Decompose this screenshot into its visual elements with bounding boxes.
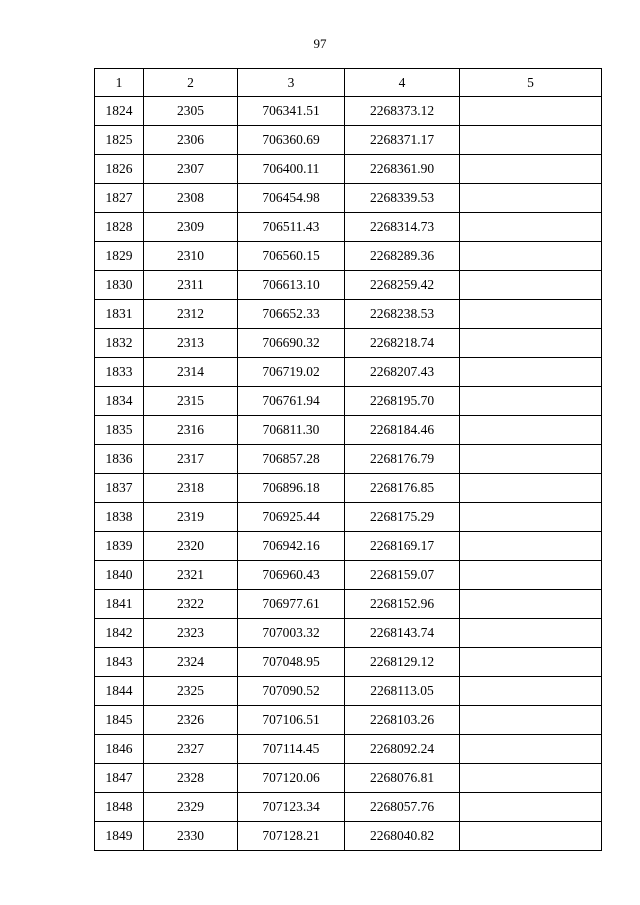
table-cell-col3: 707106.51	[238, 706, 345, 735]
table-row	[95, 474, 602, 503]
table-cell-col4: 2268218.74	[345, 329, 460, 358]
table-cell-col3: 707048.95	[238, 648, 345, 677]
table-cell-col2: 2308	[144, 184, 238, 213]
table-cell-col1: 1840	[95, 561, 144, 590]
table-cell-col2: 2322	[144, 590, 238, 619]
table-cell-col1: 1834	[95, 387, 144, 416]
table-cell-col3: 706613.10	[238, 271, 345, 300]
table-cell-col5	[460, 97, 602, 126]
table-cell-col3: 706360.69	[238, 126, 345, 155]
column-header-3: 3	[238, 69, 345, 97]
table-cell-col4: 2268371.17	[345, 126, 460, 155]
table-cell-col5	[460, 793, 602, 822]
table-cell-col4: 2268129.12	[345, 648, 460, 677]
table-cell-col3: 706811.30	[238, 416, 345, 445]
table-cell-col3: 706652.33	[238, 300, 345, 329]
table-cell-col4: 2268092.24	[345, 735, 460, 764]
table-cell-col1: 1845	[95, 706, 144, 735]
table-cell-col2: 2318	[144, 474, 238, 503]
table-cell-col4: 2268238.53	[345, 300, 460, 329]
column-header-5: 5	[460, 69, 602, 97]
table-cell-col5	[460, 416, 602, 445]
table-cell-col4: 2268175.29	[345, 503, 460, 532]
table-cell-col1: 1842	[95, 619, 144, 648]
table-cell-col3: 707003.32	[238, 619, 345, 648]
table-row	[95, 387, 602, 416]
table-cell-col3: 706925.44	[238, 503, 345, 532]
table-cell-col3: 707114.45	[238, 735, 345, 764]
table-cell-col3: 706960.43	[238, 561, 345, 590]
column-header-1: 1	[95, 69, 144, 97]
table-cell-col5	[460, 445, 602, 474]
table-cell-col5	[460, 184, 602, 213]
table-row	[95, 358, 602, 387]
table-cell-col4: 2268184.46	[345, 416, 460, 445]
table-cell-col1: 1830	[95, 271, 144, 300]
table-cell-col3: 706896.18	[238, 474, 345, 503]
table-cell-col3: 706560.15	[238, 242, 345, 271]
table-cell-col1: 1831	[95, 300, 144, 329]
table-row	[95, 822, 602, 851]
table-cell-col4: 2268195.70	[345, 387, 460, 416]
table-cell-col5	[460, 155, 602, 184]
table-cell-col4: 2268176.85	[345, 474, 460, 503]
table-cell-col1: 1828	[95, 213, 144, 242]
table-cell-col1: 1832	[95, 329, 144, 358]
table-cell-col2: 2309	[144, 213, 238, 242]
table-cell-col4: 2268040.82	[345, 822, 460, 851]
table-cell-col1: 1841	[95, 590, 144, 619]
table-cell-col3: 706977.61	[238, 590, 345, 619]
table-cell-col4: 2268339.53	[345, 184, 460, 213]
table-cell-col2: 2305	[144, 97, 238, 126]
table-cell-col2: 2313	[144, 329, 238, 358]
table-cell-col5	[460, 648, 602, 677]
page-number: 97	[313, 36, 327, 51]
table-cell-col2: 2317	[144, 445, 238, 474]
table-cell-col4: 2268259.42	[345, 271, 460, 300]
table-cell-col1: 1843	[95, 648, 144, 677]
table-cell-col3: 706942.16	[238, 532, 345, 561]
table-cell-col2: 2325	[144, 677, 238, 706]
table-cell-col5	[460, 561, 602, 590]
table-cell-col3: 706511.43	[238, 213, 345, 242]
table-cell-col1: 1826	[95, 155, 144, 184]
table-row	[95, 532, 602, 561]
table-row	[95, 416, 602, 445]
table-cell-col1: 1838	[95, 503, 144, 532]
table-cell-col4: 2268143.74	[345, 619, 460, 648]
table-row	[95, 503, 602, 532]
table-row	[95, 184, 602, 213]
table-cell-col1: 1837	[95, 474, 144, 503]
table-cell-col2: 2320	[144, 532, 238, 561]
table-cell-col5	[460, 735, 602, 764]
table-cell-col3: 706400.11	[238, 155, 345, 184]
table-row	[95, 155, 602, 184]
table-cell-col1: 1847	[95, 764, 144, 793]
table-row	[95, 561, 602, 590]
table-cell-col1: 1848	[95, 793, 144, 822]
table-cell-col3: 707090.52	[238, 677, 345, 706]
table-cell-col3: 706341.51	[238, 97, 345, 126]
table-cell-col5	[460, 242, 602, 271]
table-row	[95, 619, 602, 648]
table-cell-col3: 707128.21	[238, 822, 345, 851]
table-row	[95, 213, 602, 242]
table-cell-col3: 707123.34	[238, 793, 345, 822]
table-cell-col5	[460, 271, 602, 300]
table-row	[95, 677, 602, 706]
table-cell-col5	[460, 329, 602, 358]
table-cell-col1: 1824	[95, 97, 144, 126]
table-row	[95, 706, 602, 735]
table-cell-col2: 2330	[144, 822, 238, 851]
table-cell-col5	[460, 126, 602, 155]
table-cell-col5	[460, 213, 602, 242]
table-cell-col2: 2323	[144, 619, 238, 648]
table-cell-col4: 2268076.81	[345, 764, 460, 793]
table-cell-col5	[460, 677, 602, 706]
table-cell-col1: 1835	[95, 416, 144, 445]
table-cell-col5	[460, 764, 602, 793]
table-cell-col2: 2311	[144, 271, 238, 300]
column-header-4: 4	[345, 69, 460, 97]
table-cell-col4: 2268207.43	[345, 358, 460, 387]
table-row	[95, 793, 602, 822]
table-cell-col3: 707120.06	[238, 764, 345, 793]
table-cell-col1: 1827	[95, 184, 144, 213]
table-cell-col2: 2307	[144, 155, 238, 184]
table-cell-col1: 1846	[95, 735, 144, 764]
column-header-2: 2	[144, 69, 238, 97]
table-cell-col2: 2327	[144, 735, 238, 764]
table-cell-col5	[460, 619, 602, 648]
table-cell-col1: 1849	[95, 822, 144, 851]
table-cell-col4: 2268057.76	[345, 793, 460, 822]
table-cell-col5	[460, 387, 602, 416]
table-cell-col5	[460, 300, 602, 329]
table-cell-col1: 1839	[95, 532, 144, 561]
table-cell-col4: 2268113.05	[345, 677, 460, 706]
table-cell-col3: 706857.28	[238, 445, 345, 474]
table-cell-col1: 1844	[95, 677, 144, 706]
table-cell-col2: 2314	[144, 358, 238, 387]
table-cell-col4: 2268314.73	[345, 213, 460, 242]
table-row	[95, 126, 602, 155]
table-row	[95, 764, 602, 793]
table-cell-col4: 2268169.17	[345, 532, 460, 561]
table-header-row	[95, 69, 602, 97]
table-cell-col2: 2321	[144, 561, 238, 590]
table-cell-col1: 1829	[95, 242, 144, 271]
table-cell-col2: 2316	[144, 416, 238, 445]
table-row	[95, 300, 602, 329]
table-cell-col5	[460, 532, 602, 561]
table-cell-col5	[460, 706, 602, 735]
table-cell-col3: 706454.98	[238, 184, 345, 213]
table-cell-col2: 2328	[144, 764, 238, 793]
table-cell-col5	[460, 474, 602, 503]
table-cell-col2: 2315	[144, 387, 238, 416]
table-cell-col5	[460, 503, 602, 532]
table-cell-col4: 2268373.12	[345, 97, 460, 126]
table-body	[95, 97, 602, 851]
table-cell-col1: 1833	[95, 358, 144, 387]
table-row	[95, 271, 602, 300]
table-row	[95, 97, 602, 126]
table-cell-col4: 2268159.07	[345, 561, 460, 590]
coordinates-table	[94, 68, 602, 851]
table-cell-col2: 2306	[144, 126, 238, 155]
table-cell-col5	[460, 590, 602, 619]
table-row	[95, 329, 602, 358]
table-cell-col1: 1825	[95, 126, 144, 155]
table-cell-col2: 2326	[144, 706, 238, 735]
table-cell-col4: 2268103.26	[345, 706, 460, 735]
table-cell-col3: 706761.94	[238, 387, 345, 416]
table-row	[95, 648, 602, 677]
table-cell-col3: 706690.32	[238, 329, 345, 358]
table-cell-col4: 2268176.79	[345, 445, 460, 474]
table-cell-col2: 2324	[144, 648, 238, 677]
table-cell-col2: 2310	[144, 242, 238, 271]
table-row	[95, 445, 602, 474]
table-cell-col1: 1836	[95, 445, 144, 474]
table-cell-col5	[460, 358, 602, 387]
table-cell-col4: 2268289.36	[345, 242, 460, 271]
table-cell-col2: 2319	[144, 503, 238, 532]
table-cell-col3: 706719.02	[238, 358, 345, 387]
table-row	[95, 242, 602, 271]
table-cell-col4: 2268152.96	[345, 590, 460, 619]
table-cell-col5	[460, 822, 602, 851]
table-cell-col2: 2312	[144, 300, 238, 329]
table-row	[95, 735, 602, 764]
table-cell-col2: 2329	[144, 793, 238, 822]
table-cell-col4: 2268361.90	[345, 155, 460, 184]
table-row	[95, 590, 602, 619]
